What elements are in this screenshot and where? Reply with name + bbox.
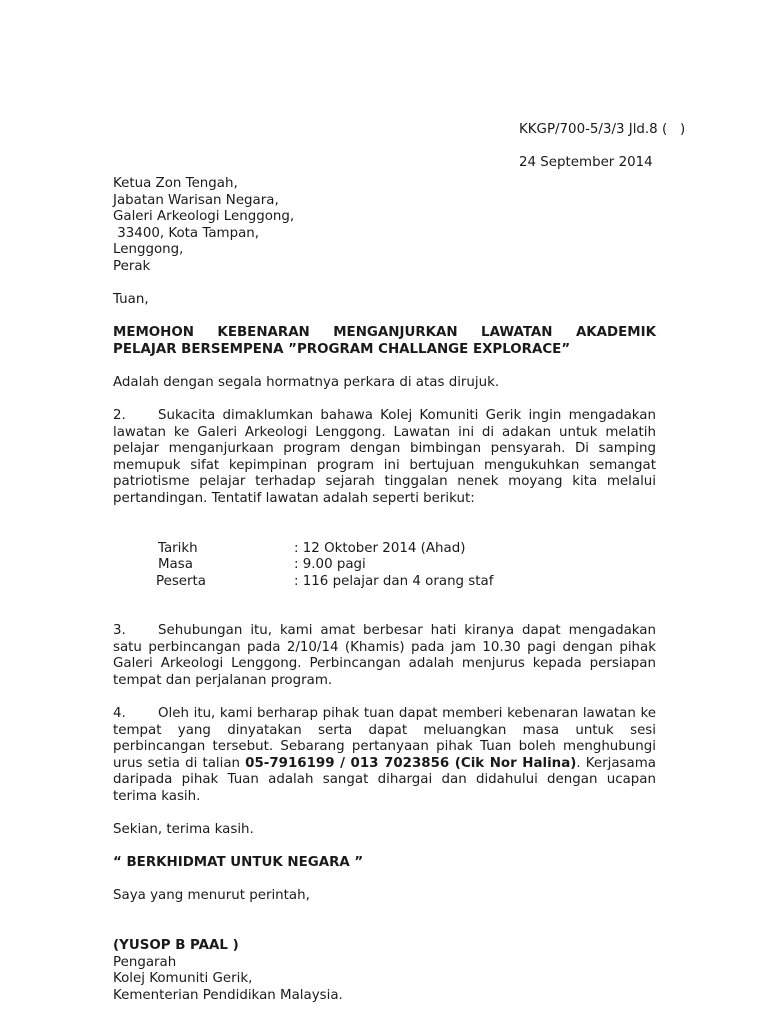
recipient-line: Lenggong,	[113, 242, 184, 258]
recipient-line: Galeri Arkeologi Lenggong,	[113, 209, 295, 225]
signatory-ministry: Kementerian Pendidikan Malaysia.	[113, 987, 343, 1003]
intro-paragraph: Adalah dengan segala hormatnya perkara di atas dirujuk.	[113, 375, 500, 390]
paragraph-number: 3.	[113, 623, 126, 638]
recipient-line: Perak	[113, 258, 151, 274]
signatory-institution: Kolej Komuniti Gerik,	[113, 971, 253, 987]
signature-block	[113, 938, 656, 1004]
detail-value: : 12 Oktober 2014 (Ahad)	[294, 541, 466, 556]
paragraph-text: Sehubungan itu, kami amat berbesar hati kiranya dapat mengadakan satu perbincangan pada 2/10/14 (Khamis) pada jam 10.30 pagi dengan pihak Galeri Arkeologi Lenggong. Perbincangan adalah menjurus kepada persiapan tempat dan perjalanan program.	[113, 623, 656, 688]
sign-off: Saya yang menurut perintah,	[113, 888, 310, 903]
recipient-address	[113, 176, 656, 276]
paragraph-number: 2.	[113, 408, 126, 423]
letter-date: 24 September 2014	[519, 155, 653, 170]
paragraph-4	[113, 706, 656, 806]
subject-line-2: PELAJAR BERSEMPENA ”PROGRAM CHALLANGE EXPLORACE”	[113, 341, 571, 357]
detail-label: Peserta	[156, 574, 207, 589]
salutation: Tuan,	[113, 292, 149, 307]
recipient-line: Jabatan Warisan Negara,	[113, 192, 279, 208]
closing-line: Sekian, terima kasih.	[113, 822, 254, 837]
recipient-line: Ketua Zon Tengah,	[113, 176, 238, 191]
paragraph-3	[113, 623, 656, 689]
paragraph-number: 4.	[113, 706, 126, 721]
motto: “ BERKHIDMAT UNTUK NEGARA ”	[113, 855, 364, 870]
detail-label: Masa	[158, 557, 193, 572]
paragraph-text: . Kerjasama daripada pihak Tuan adalah sangat dihargai dan didahului dengan ucapan terima kasih.	[113, 755, 656, 804]
signatory-title: Pengarah	[113, 954, 177, 970]
reference-number: KKGP/700-5/3/3 Jld.8 ( )	[519, 122, 686, 137]
recipient-line: 33400, Kota Tampan,	[113, 225, 260, 241]
paragraph-text: Sukacita dimaklumkan bahawa Kolej Komuniti Gerik ingin mengadakan lawatan ke Galeri Arkeologi Lenggong. Lawatan ini di adakan untuk melatih pelajar menganjurkaan program dengan bimbingan pensyarah. Di samping memupuk sifat kepimpinan program ini bertujuan mengukuhkan semangat patriotisme pelajar terhadap sejarah tinggalan nenek moyang kita melalui pertandingan. Tentatif lawatan adalah seperti berikut:	[113, 408, 656, 506]
subject-line-1: MEMOHON KEBENARAN MENGANJURKAN LAWATAN AKADEMIK	[113, 325, 656, 340]
detail-value: : 9.00 pagi	[294, 557, 366, 572]
paragraph-2	[113, 408, 656, 508]
contact-phone: 05-7916199 / 013 7023856 (Cik Nor Halina)	[245, 755, 577, 771]
detail-value: : 116 pelajar dan 4 orang staf	[294, 574, 494, 589]
signatory-name: (YUSOP B PAAL )	[113, 938, 239, 953]
detail-label: Tarikh	[158, 541, 198, 556]
subject-heading	[113, 325, 656, 358]
paragraph-text: Oleh itu, kami berharap pihak tuan dapat memberi kebenaran lawatan ke tempat yang dinyatakan serta dapat meluangkan masa untuk sesi perbincangan tersebut. Sebarang pertanyaan pihak Tuan boleh menghubungi urus setia di talian	[113, 706, 656, 771]
